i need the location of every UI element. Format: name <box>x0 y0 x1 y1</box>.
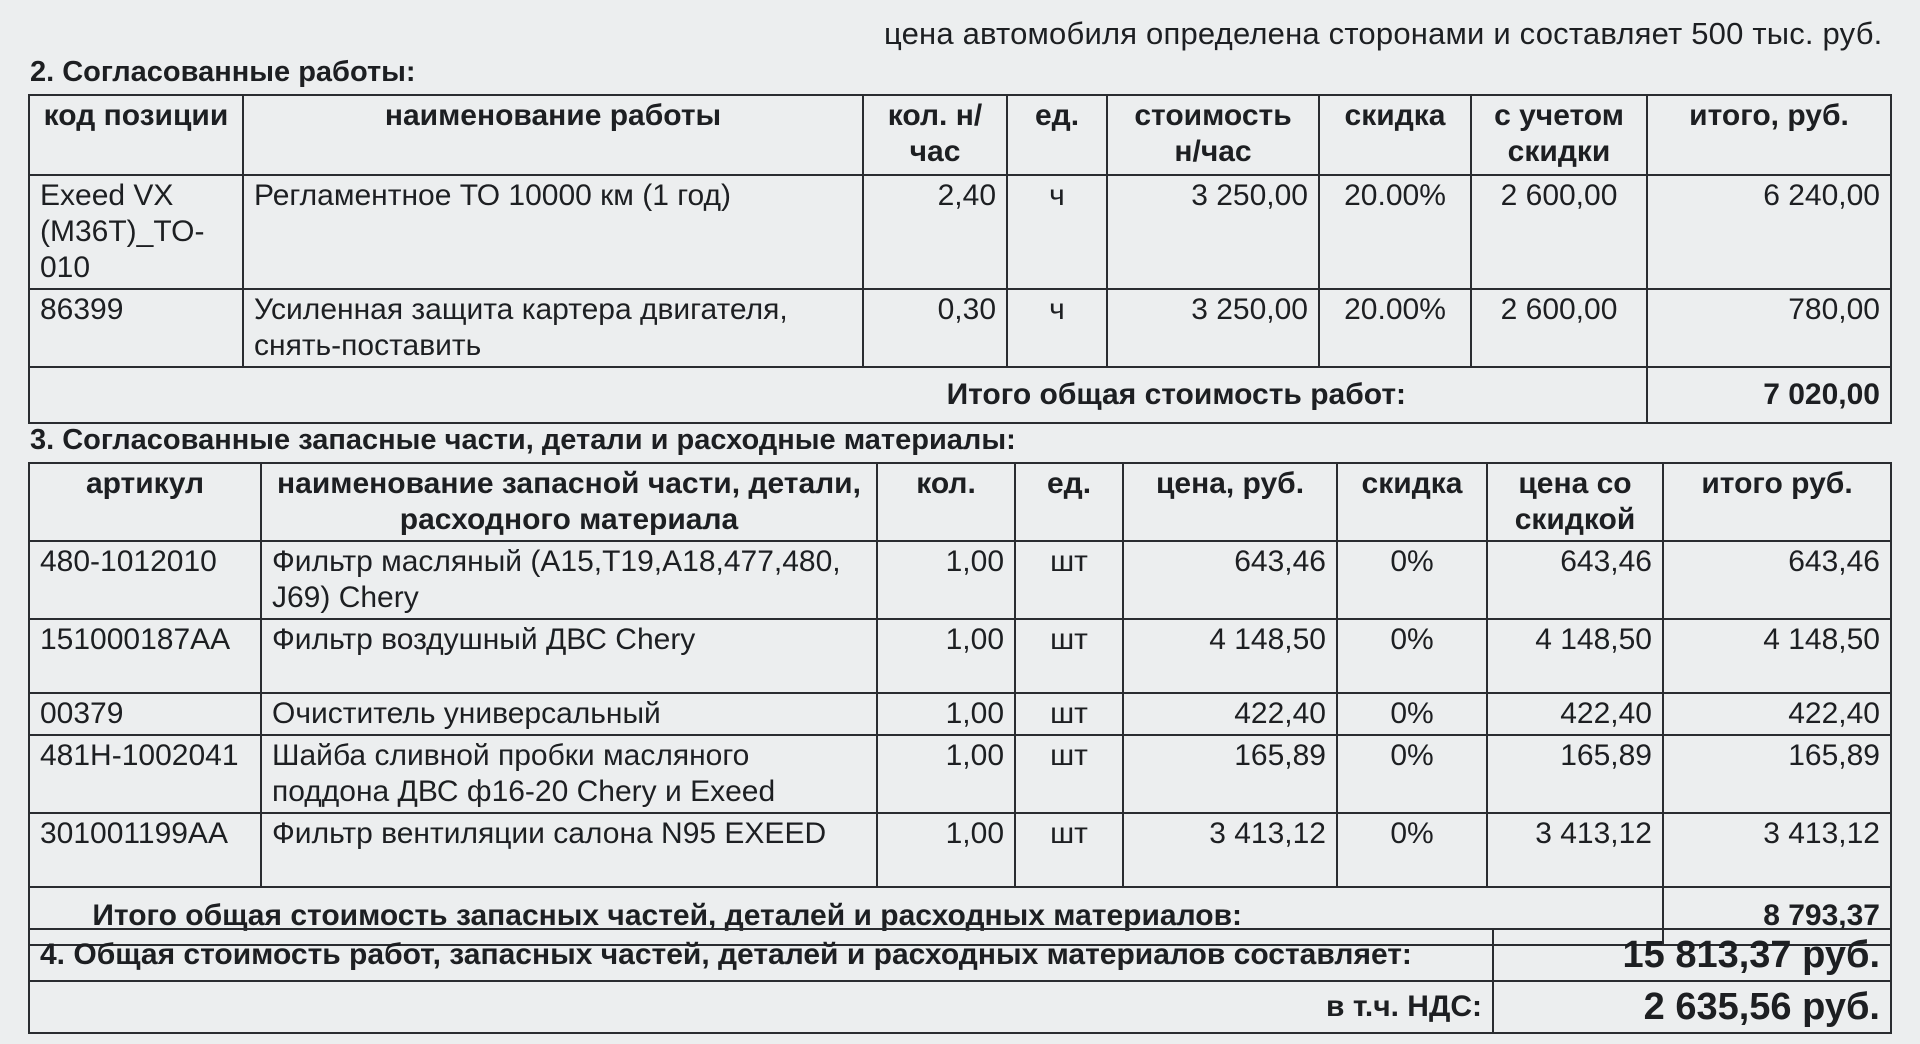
parts-total-value: 8 793,37 <box>1663 887 1891 945</box>
part-qty: 1,00 <box>877 541 1015 619</box>
summary-vat-row <box>29 981 1891 1033</box>
car-price-note: цена автомобиля определена сторонами и составляет 500 тыс. руб. <box>884 16 1883 51</box>
part-discount: 0% <box>1337 693 1487 735</box>
part-price: 643,46 <box>1123 541 1337 619</box>
work-total: 780,00 <box>1647 289 1891 367</box>
work-discount: 20.00% <box>1319 289 1471 367</box>
part-name: Шайба сливной пробки масляного поддона ДВС ф16-20 Chery и Exeed <box>261 735 877 813</box>
part-name: Фильтр воздушный ДВС Chery <box>261 619 877 693</box>
part-name: Фильтр масляный (A15,T19,A18,477,480, J69) Chery <box>261 541 877 619</box>
summary-table <box>28 928 1892 1034</box>
part-price: 422,40 <box>1123 693 1337 735</box>
works-section-title: 2. Согласованные работы: <box>30 56 416 88</box>
vat-label: в т.ч. НДС: <box>29 981 1493 1033</box>
part-discount: 0% <box>1337 813 1487 887</box>
table-row <box>29 735 1891 813</box>
col-header-code: код позиции <box>29 95 243 175</box>
part-total: 422,40 <box>1663 693 1891 735</box>
part-price-discount: 3 413,12 <box>1487 813 1663 887</box>
col-header-price: цена, руб. <box>1123 463 1337 541</box>
part-price-discount: 643,46 <box>1487 541 1663 619</box>
part-total: 4 148,50 <box>1663 619 1891 693</box>
work-total: 6 240,00 <box>1647 175 1891 289</box>
part-unit: шт <box>1015 541 1123 619</box>
work-cost: 3 250,00 <box>1107 175 1319 289</box>
works-total-value: 7 020,00 <box>1647 367 1891 423</box>
works-header-row <box>29 95 1891 175</box>
table-row <box>29 541 1891 619</box>
part-article: 481H-1002041 <box>29 735 261 813</box>
part-unit: шт <box>1015 619 1123 693</box>
work-unit: ч <box>1007 175 1107 289</box>
work-code: 86399 <box>29 289 243 367</box>
works-table <box>28 94 1892 424</box>
work-after-discount: 2 600,00 <box>1471 289 1647 367</box>
part-price-discount: 422,40 <box>1487 693 1663 735</box>
table-row <box>29 693 1891 735</box>
work-name: Усиленная защита картера двигателя, снять-поставить <box>243 289 863 367</box>
parts-header-row <box>29 463 1891 541</box>
col-header-total: итого, руб. <box>1647 95 1891 175</box>
work-code: Exeed VX (M36T)_TO-010 <box>29 175 243 289</box>
col-header-cost: стоимость н/час <box>1107 95 1319 175</box>
part-unit: шт <box>1015 735 1123 813</box>
col-header-unit: ед. <box>1007 95 1107 175</box>
vat-value: 2 635,56 руб. <box>1493 981 1891 1033</box>
part-qty: 1,00 <box>877 813 1015 887</box>
part-article: 480-1012010 <box>29 541 261 619</box>
col-header-article: артикул <box>29 463 261 541</box>
part-article: 00379 <box>29 693 261 735</box>
part-price-discount: 165,89 <box>1487 735 1663 813</box>
part-article: 301001199AA <box>29 813 261 887</box>
works-total-row <box>29 367 1891 423</box>
work-after-discount: 2 600,00 <box>1471 175 1647 289</box>
parts-total-label: Итого общая стоимость запасных частей, деталей и расходных материалов: <box>29 887 1663 945</box>
part-price-discount: 4 148,50 <box>1487 619 1663 693</box>
col-header-after-discount: с учетом скидки <box>1471 95 1647 175</box>
work-qty: 2,40 <box>863 175 1007 289</box>
col-header-qty: кол. <box>877 463 1015 541</box>
col-header-work-name: наименование работы <box>243 95 863 175</box>
col-header-part-name: наименование запасной части, детали, расходного материала <box>261 463 877 541</box>
work-unit: ч <box>1007 289 1107 367</box>
col-header-discount: скидка <box>1337 463 1487 541</box>
work-name: Регламентное ТО 10000 км (1 год) <box>243 175 863 289</box>
grand-total-label: 4. Общая стоимость работ, запасных частей, деталей и расходных материалов составляет: <box>29 929 1493 981</box>
grand-total-value: 15 813,37 руб. <box>1493 929 1891 981</box>
part-qty: 1,00 <box>877 619 1015 693</box>
work-discount: 20.00% <box>1319 175 1471 289</box>
part-name: Фильтр вентиляции салона N95 EXEED <box>261 813 877 887</box>
col-header-price-discount: цена со скидкой <box>1487 463 1663 541</box>
part-price: 3 413,12 <box>1123 813 1337 887</box>
col-header-unit: ед. <box>1015 463 1123 541</box>
part-total: 3 413,12 <box>1663 813 1891 887</box>
part-discount: 0% <box>1337 735 1487 813</box>
col-header-qty: кол. н/час <box>863 95 1007 175</box>
work-qty: 0,30 <box>863 289 1007 367</box>
part-qty: 1,00 <box>877 735 1015 813</box>
part-qty: 1,00 <box>877 693 1015 735</box>
part-total: 165,89 <box>1663 735 1891 813</box>
table-row <box>29 813 1891 887</box>
part-discount: 0% <box>1337 619 1487 693</box>
work-cost: 3 250,00 <box>1107 289 1319 367</box>
part-price: 4 148,50 <box>1123 619 1337 693</box>
table-row <box>29 289 1891 367</box>
part-discount: 0% <box>1337 541 1487 619</box>
works-total-label: Итого общая стоимость работ: <box>29 367 1647 423</box>
summary-total-row <box>29 929 1891 981</box>
part-unit: шт <box>1015 693 1123 735</box>
part-price: 165,89 <box>1123 735 1337 813</box>
part-name: Очиститель универсальный <box>261 693 877 735</box>
part-unit: шт <box>1015 813 1123 887</box>
parts-section-title: 3. Согласованные запасные части, детали и расходные материалы: <box>30 424 1016 456</box>
col-header-discount: скидка <box>1319 95 1471 175</box>
table-row <box>29 619 1891 693</box>
part-article: 151000187AA <box>29 619 261 693</box>
table-row <box>29 175 1891 289</box>
part-total: 643,46 <box>1663 541 1891 619</box>
col-header-total: итого руб. <box>1663 463 1891 541</box>
parts-table <box>28 462 1892 946</box>
